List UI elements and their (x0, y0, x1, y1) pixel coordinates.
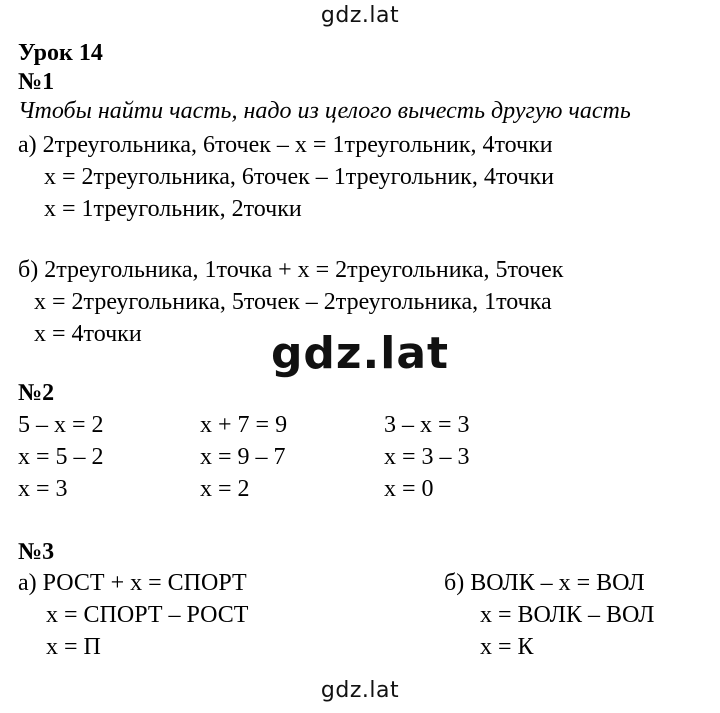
task2-col1-line-2: х = 5 – 2 (18, 444, 104, 470)
lesson-title: Урок 14 (18, 40, 103, 66)
task2-col1-line-1: 5 – х = 2 (18, 412, 104, 438)
task3-number: №3 (18, 539, 55, 565)
task1-b-line-3: х = 4точки (34, 321, 142, 347)
task3-b-line-1: б) ВОЛК – х = ВОЛ (444, 570, 645, 596)
task1-rule: Чтобы найти часть, надо из целого вычесть другую часть (18, 98, 631, 124)
task1-a-line-1: а) 2треугольника, 6точек – х = 1треугольник, 4точки (18, 132, 553, 158)
task1-b-line-2: х = 2треугольника, 5точек – 2треугольника, 1точка (34, 289, 552, 315)
task2-col1-line-3: х = 3 (18, 476, 68, 502)
task3-a-line-3: х = П (46, 634, 101, 660)
task2-col2-line-1: х + 7 = 9 (200, 412, 288, 438)
task2-col2-line-2: х = 9 – 7 (200, 444, 286, 470)
task2-col3-line-3: х = 0 (384, 476, 434, 502)
task2-col2-line-3: х = 2 (200, 476, 250, 502)
watermark-bottom: gdz.lat (320, 678, 400, 703)
task3-a-line-1: а) РОСТ + х = СПОРТ (18, 570, 247, 596)
task2-col3-line-2: х = 3 – 3 (384, 444, 470, 470)
task3-b-line-3: х = К (480, 634, 534, 660)
task2-number: №2 (18, 380, 55, 406)
task1-number: №1 (18, 69, 55, 95)
watermark-middle: gdz.lat (270, 328, 450, 379)
watermark-top: gdz.lat (320, 3, 400, 28)
task2-col3-line-1: 3 – х = 3 (384, 412, 470, 438)
task1-a-line-3: х = 1треугольник, 2точки (44, 196, 302, 222)
task1-b-line-1: б) 2треугольника, 1точка + х = 2треугольника, 5точек (18, 257, 564, 283)
task3-a-line-2: х = СПОРТ – РОСТ (46, 602, 249, 628)
task3-b-line-2: х = ВОЛК – ВОЛ (480, 602, 655, 628)
task1-a-line-2: х = 2треугольника, 6точек – 1треугольник, 4точки (44, 164, 554, 190)
